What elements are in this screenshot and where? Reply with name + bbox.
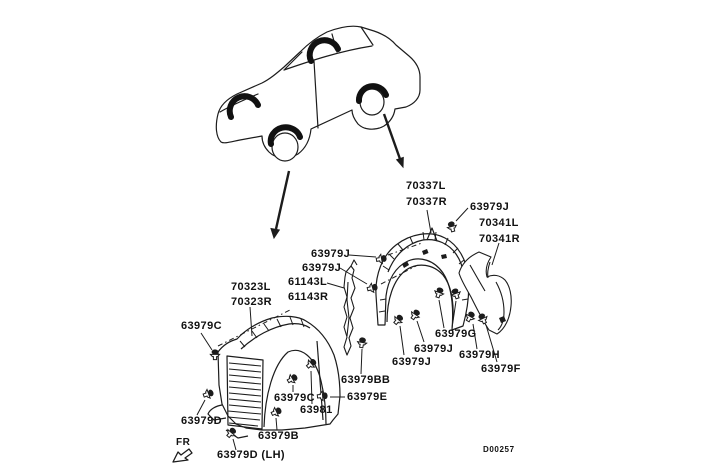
part-label: 70337R [406,196,447,208]
clip-icon [202,388,215,400]
clip-icon [392,313,406,327]
fr-direction-label: FR [176,437,191,448]
part-label: 63981 [300,404,333,416]
part-label: 70323R [231,296,272,308]
part-label: 63979J [392,356,432,368]
part-label: 63979BB [341,374,391,386]
part-label: 63979C [181,320,222,332]
clip-icon [357,337,368,349]
rear-liner-drawing [376,228,469,330]
part-label: 63979B [258,430,299,442]
part-label: 70341L [479,217,519,229]
part-label: 63979D (LH) [217,449,285,461]
clip-icon [409,308,422,322]
car-illustration [216,26,420,161]
part-label: 61143L [288,276,328,288]
clip-icon [446,220,458,232]
splash-strip-hook [351,260,357,266]
part-label: 63979J [470,201,510,213]
to-front-liner-arrow [276,171,289,229]
part-label: 63979J [302,262,342,274]
part-label: 70337L [406,180,446,192]
clip-icon [433,286,445,299]
part-label: 70323L [231,281,271,293]
splash-strip-outline [344,266,355,355]
to-rear-liner-arrowhead [397,157,404,167]
part-label: 63979D [181,415,222,427]
part-label: 63979H [459,349,500,361]
part-label: 61143R [288,291,329,303]
to-front-liner-arrowhead [271,229,279,239]
part-label: 63979F [481,363,521,375]
part-label: 63979E [347,391,388,403]
front-direction-arrow-icon [173,449,192,462]
part-label: 70341R [479,233,520,245]
part-label: 63979C [274,392,315,404]
to-rear-liner-arrow [384,114,400,159]
car-body-outline [216,26,420,158]
front-liner-drawing [208,316,340,438]
part-label: 63979J [311,248,351,260]
car-front-wheel [272,133,298,161]
part-label: 63979J [414,343,454,355]
part-label: 63979G [435,328,477,340]
diagram-code: D00257 [483,445,515,454]
rear-liner-outline [376,234,469,330]
